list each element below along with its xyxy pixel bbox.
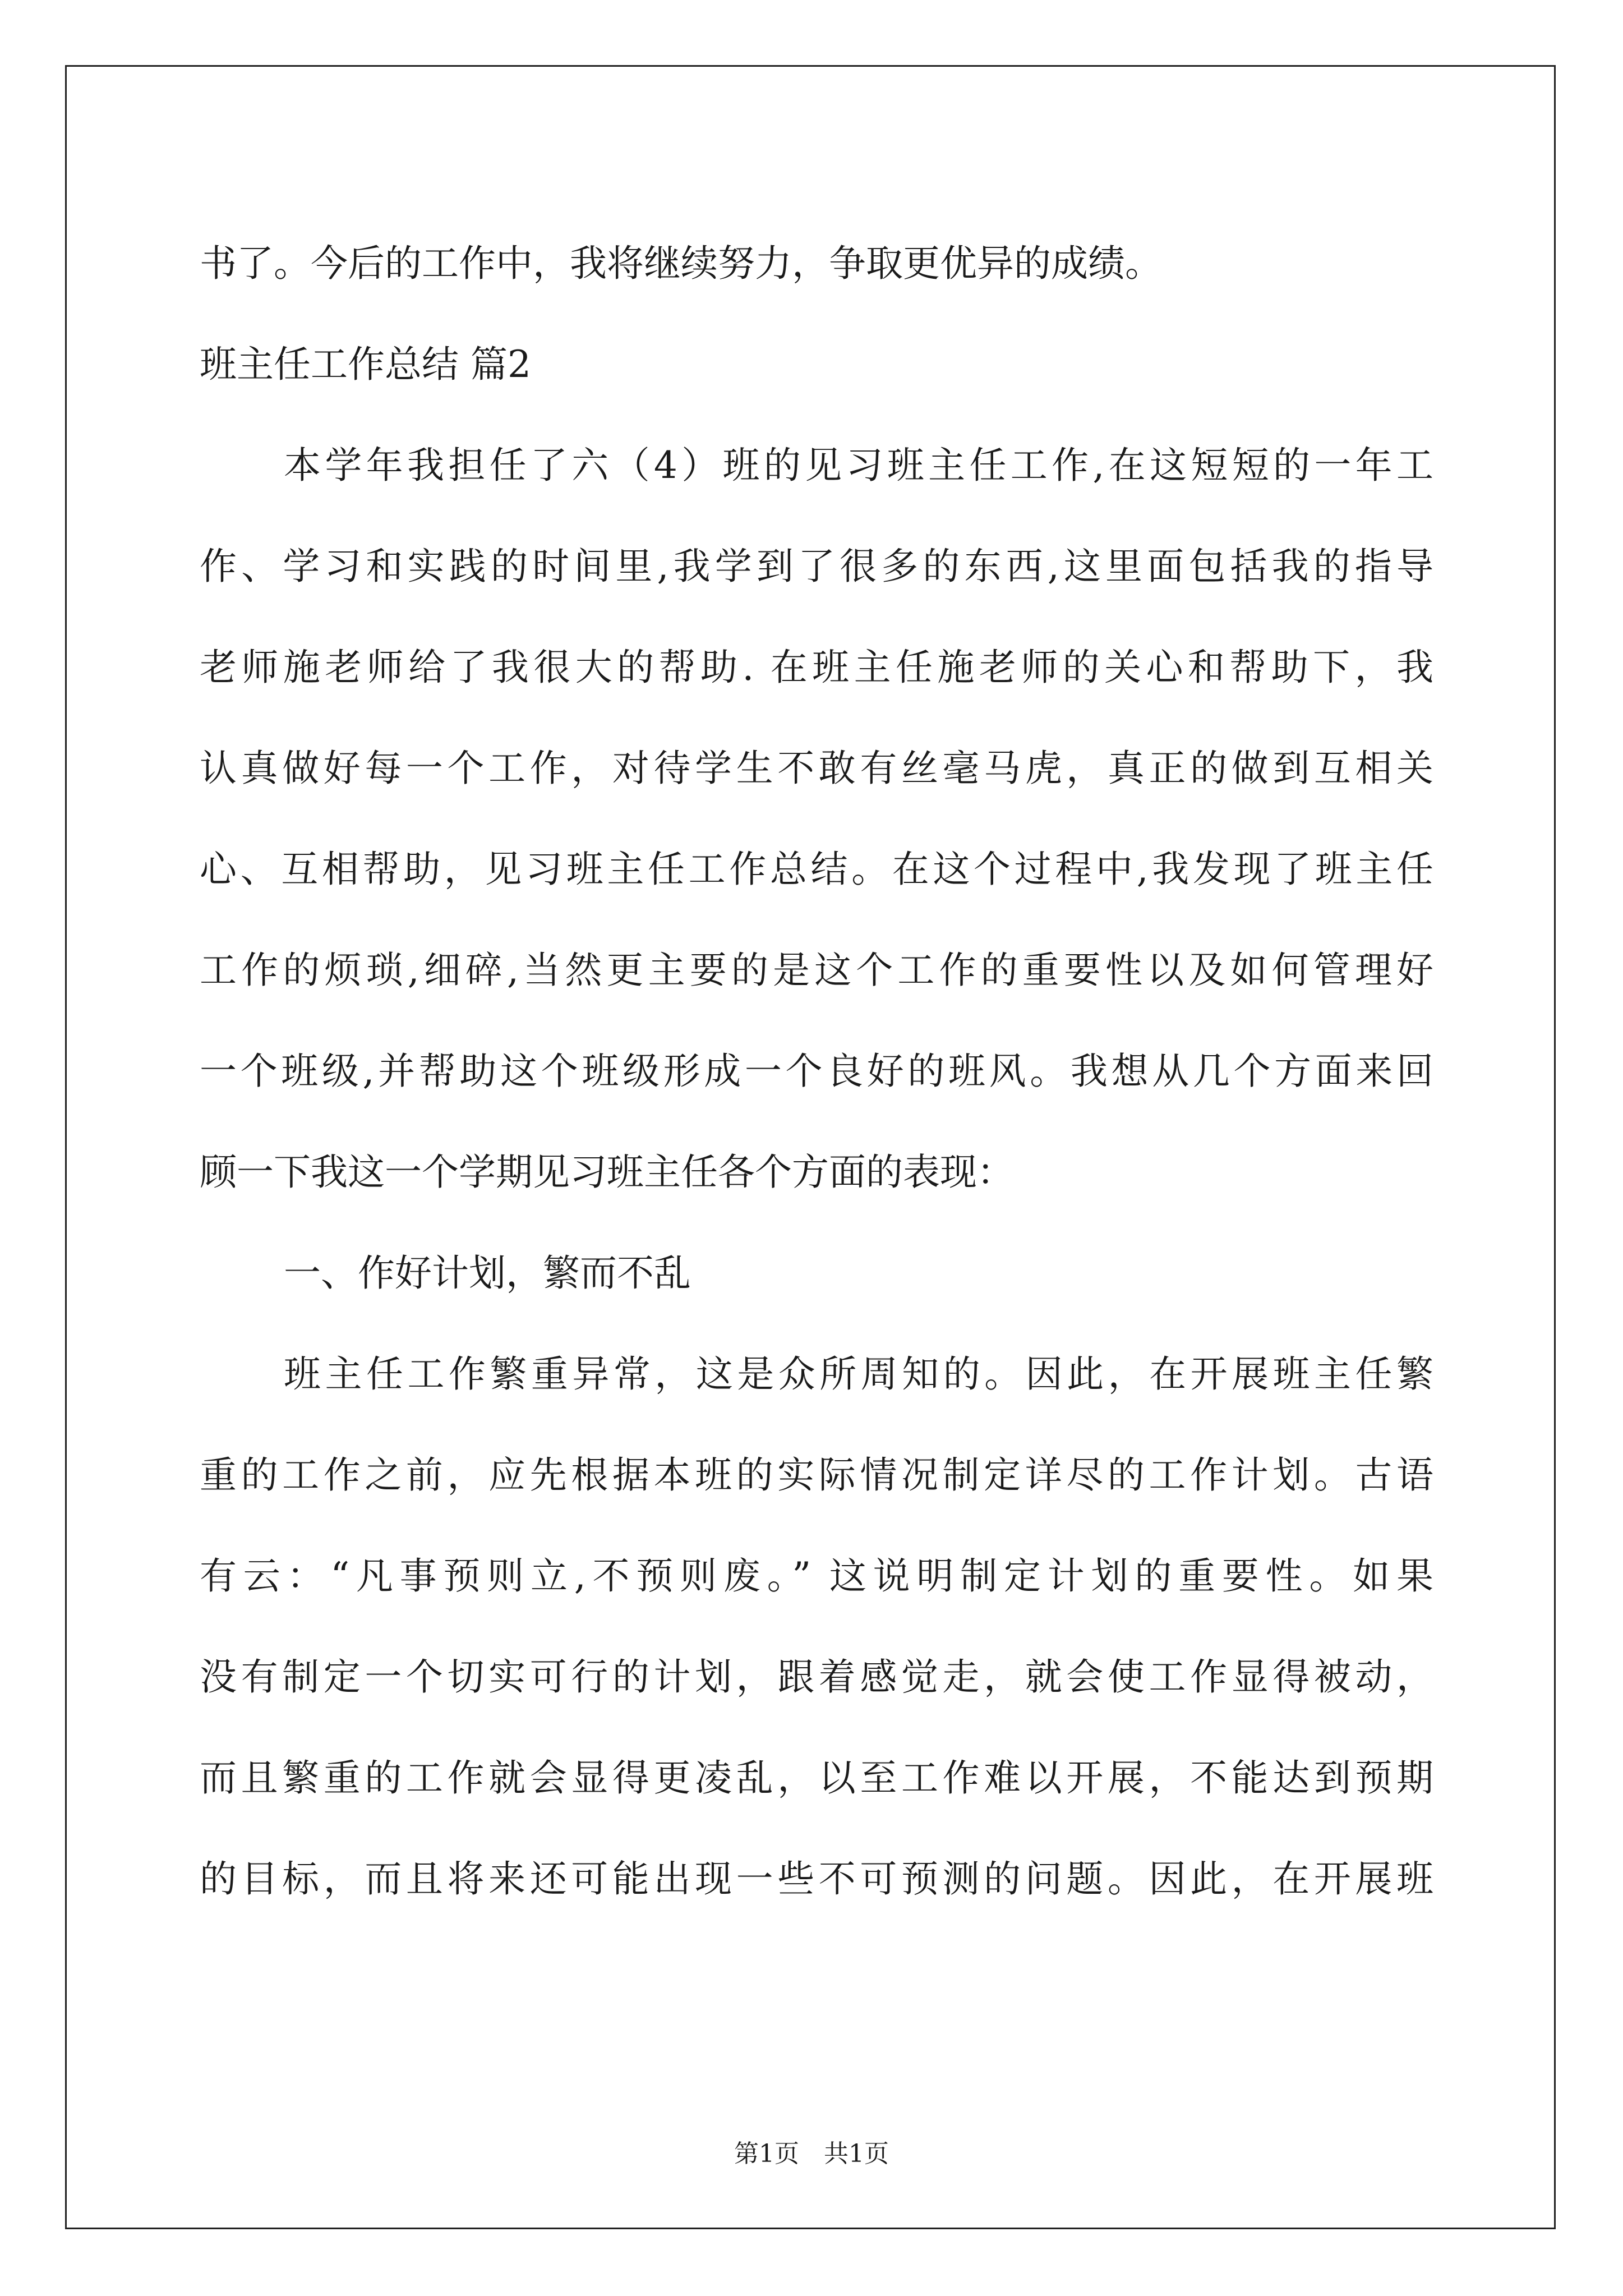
text-line: 作、学习和实践的时间里,我学到了很多的东西,这里面包括我的指导	[200, 545, 1433, 588]
text-line: 工作的烦琐,细碎,当然更主要的是这个工作的重要性以及如何管理好	[200, 949, 1433, 992]
text-line: 班主任工作繁重异常，这是众所周知的。因此，在开展班主任繁	[284, 1352, 1433, 1396]
document-body	[200, 213, 1433, 1930]
text-line: 重的工作之前，应先根据本班的实际情况制定详尽的工作计划。古语	[200, 1453, 1433, 1497]
text-line: 本学年我担任了六（4）班的见习班主任工作,在这短短的一年工	[284, 444, 1433, 487]
section-heading: 班主任工作总结 篇2	[200, 343, 531, 386]
text-line: 心、互相帮助，见习班主任工作总结。在这个过程中,我发现了班主任	[200, 848, 1433, 891]
text-line: 没有制定一个切实可行的计划，跟着感觉走，就会使工作显得被动，	[200, 1655, 1433, 1699]
text-line: 认真做好每一个工作，对待学生不敢有丝毫马虎，真正的做到互相关	[200, 747, 1433, 790]
text-line: 而且繁重的工作就会显得更凌乱，以至工作难以开展，不能达到预期	[200, 1756, 1433, 1800]
text-line: 的目标，而且将来还可能出现一些不可预测的问题。因此，在开展班	[200, 1857, 1433, 1901]
text-line: 顾一下我这一个学期见习班主任各个方面的表现：	[200, 1151, 1014, 1194]
text-line: 书了。今后的工作中，我将继续努力，争取更优异的成绩。	[200, 242, 1162, 285]
text-line: 一个班级,并帮助这个班级形成一个良好的班风。我想从几个方面来回	[200, 1050, 1433, 1093]
page-footer: 第1页 共1页	[734, 2139, 889, 2168]
text-line: 有云：“凡事预则立,不预则废。” 这说明制定计划的重要性。如果	[200, 1554, 1433, 1598]
subsection-heading: 一、作好计划，繁而不乱	[284, 1251, 691, 1295]
text-line: 老师施老师给了我很大的帮助. 在班主任施老师的关心和帮助下，我	[200, 646, 1433, 689]
